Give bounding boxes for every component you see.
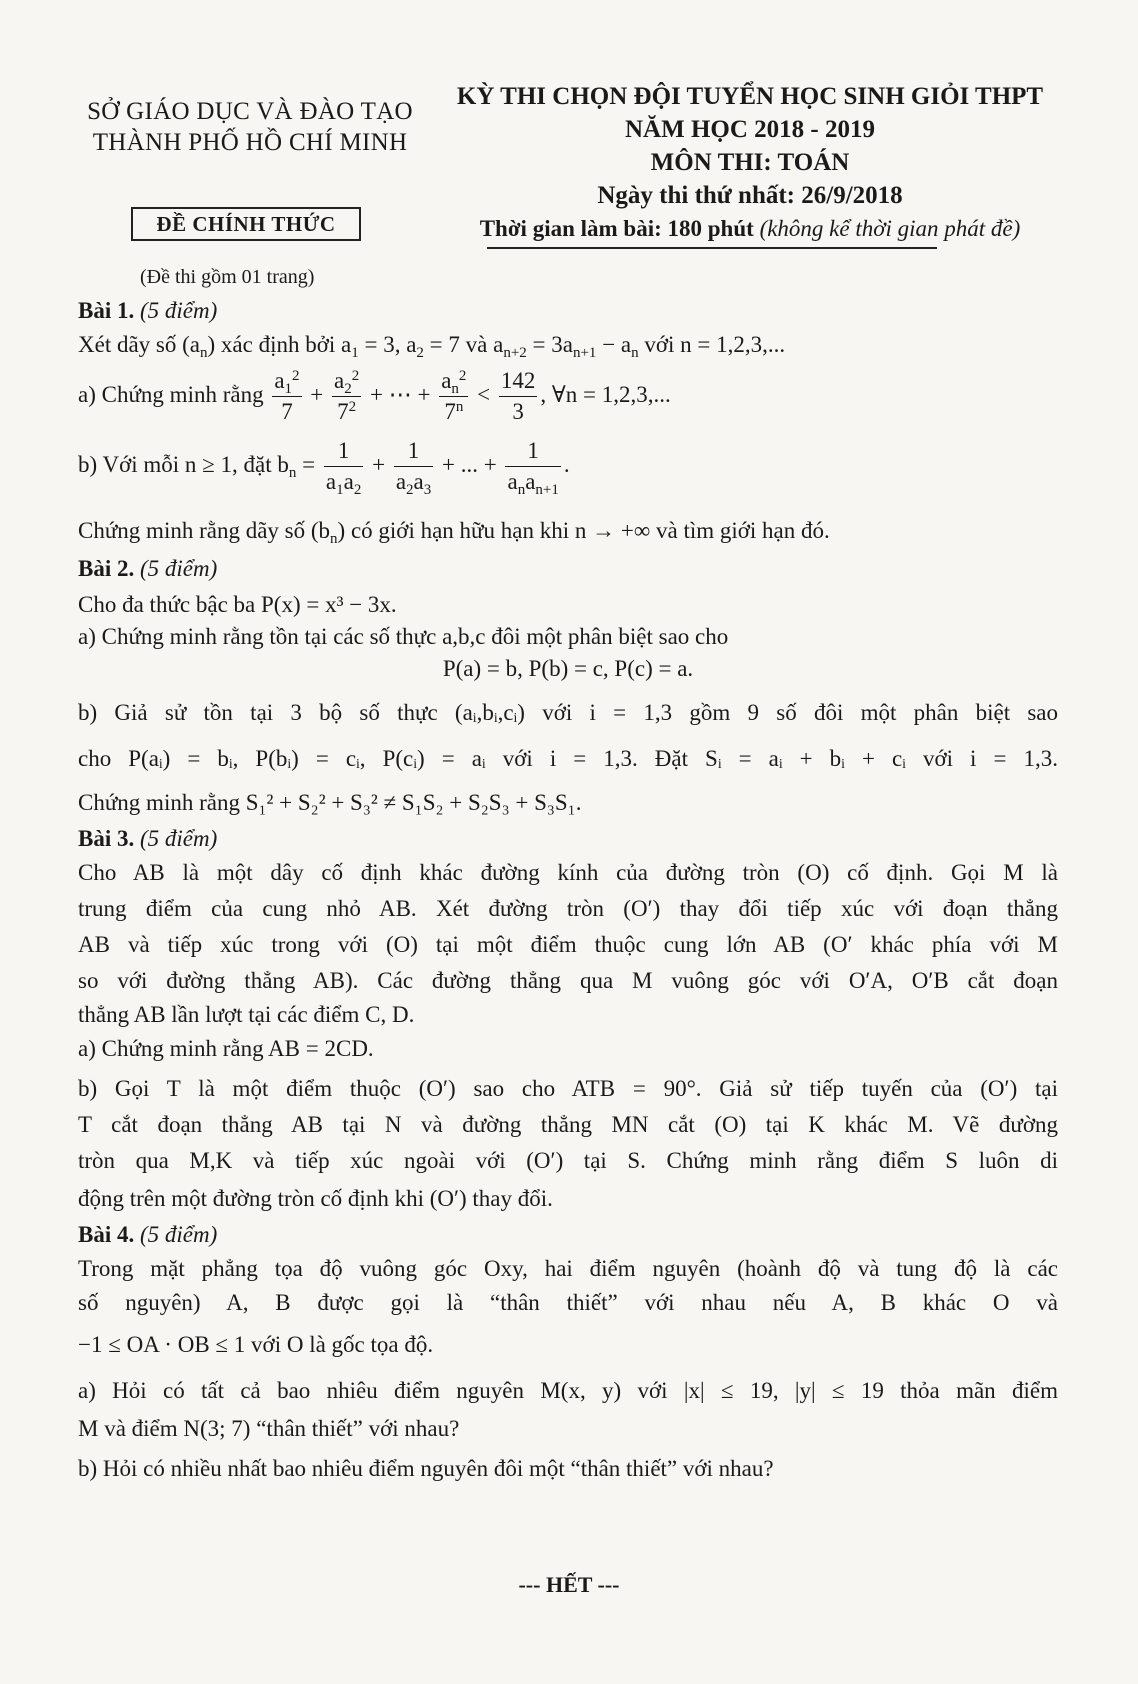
problem-3-title: Bài 3. bbox=[78, 826, 135, 851]
problem-4-line-2: số nguyên) A, B được gọi là “thân thiết” với nhau nếu A, B khác O và bbox=[78, 1290, 1058, 1315]
problem-1a: a) Chứng minh rằng $\frac{a_1^2}{7}$ + $\frac{a_2^2}{7^2}$ + ⋯ + $\frac{a_n^2}{7^n}$ < $\frac{142}{3}$ , ∀n = 1,2,3,... bbox=[78, 366, 671, 427]
problem-4-heading bbox=[78, 1222, 217, 1248]
problem-3-points: (5 điểm) bbox=[139, 826, 218, 851]
problem-4a-line-2: M và điểm N(3; 7) “thân thiết” với nhau? bbox=[78, 1416, 460, 1441]
problem-1b: b) Với mỗi n ≥ 1, đặt $b_n$ = $\frac{1}{a_1a_2}$ + $\frac{1}{a_2a_3}$ + ... + $\frac{1}{a_na_{n+1}}$ . bbox=[78, 438, 570, 498]
problem-1-intro: Xét dãy số $(a_n)$ xác định bởi $a_1 = 3$, $a_2 = 7$ và $a_{n+2} = 3a_{n+1} - a_n$ với n = 1,2,3,... bbox=[78, 332, 786, 361]
fraction: $\frac{1}{a_2a_3}$ bbox=[395, 438, 432, 498]
problem-4a-line-1: a) Hỏi có tất cả bao nhiêu điểm nguyên M(x, y) với |x| ≤ 19, |y| ≤ 19 thỏa mãn điểm bbox=[78, 1378, 1058, 1403]
official-exam-badge: ĐỀ CHÍNH THỨC bbox=[131, 207, 361, 241]
text: Xét dãy số (a bbox=[78, 332, 200, 357]
text: với n = 1,2,3,... bbox=[638, 332, 786, 357]
exam-duration bbox=[430, 212, 1070, 245]
org-line-2: THÀNH PHỐ HỒ CHÍ MINH bbox=[92, 129, 408, 156]
text: b) Với mỗi n ≥ 1, đặt b bbox=[78, 451, 289, 477]
problem-2a: a) Chứng minh rằng tồn tại các số thực a,b,c đôi một phân biệt sao cho bbox=[78, 624, 729, 649]
problem-2-intro: Cho đa thức bậc ba P(x) = x³ − 3x. bbox=[78, 592, 397, 617]
text: a) Chứng minh rằng bbox=[78, 381, 264, 407]
problem-1-points: (5 điểm) bbox=[139, 298, 218, 323]
text: = 3, a bbox=[358, 332, 417, 357]
problem-4b: b) Hỏi có nhiều nhất bao nhiêu điểm nguyên đôi một “thân thiết” với nhau? bbox=[78, 1456, 774, 1481]
text: = bbox=[296, 451, 316, 477]
exam-date: Ngày thi thứ nhất: 26/9/2018 bbox=[597, 182, 903, 209]
problem-3a: a) Chứng minh rằng AB = 2CD. bbox=[78, 1036, 374, 1061]
problem-3-line-4: so với đường thẳng AB). Các đường thẳng qua M vuông góc với O′A, O′B cắt đoạn bbox=[78, 968, 1058, 993]
problem-4-line-1: Trong mặt phẳng tọa độ vuông góc Oxy, hai điểm nguyên (hoành độ và tung độ là các bbox=[78, 1256, 1058, 1281]
exam-header bbox=[430, 80, 1070, 245]
problem-3-line-2: trung điểm của cung nhỏ AB. Xét đường tròn (O′) thay đổi tiếp xúc với đoạn thẳng bbox=[78, 896, 1058, 921]
end-marker: --- HẾT --- bbox=[518, 1572, 620, 1597]
duration-note: (không kể thời gian phát đề) bbox=[759, 216, 1021, 241]
text: − a bbox=[596, 332, 632, 357]
problem-3b-line-3: tròn qua M,K và tiếp xúc ngoài với (O′) tại S. Chứng minh rằng điểm S luôn di bbox=[78, 1148, 1058, 1173]
problem-1-conclusion: Chứng minh rằng dãy số $(b_n)$ có giới hạn hữu hạn khi n → +∞ và tìm giới hạn đó. bbox=[78, 518, 830, 547]
fraction: $\frac{1}{a_1a_2}$ bbox=[325, 438, 362, 498]
problem-4-line-3: −1 ≤ OA · OB ≤ 1 với O là gốc tọa độ. bbox=[78, 1332, 434, 1357]
problem-2b-line-2: cho P(aᵢ) = bᵢ, P(bᵢ) = cᵢ, P(cᵢ) = aᵢ với i = 1,3. Đặt Sᵢ = aᵢ + bᵢ + cᵢ với i = 1,3. bbox=[78, 746, 1058, 771]
problem-2a-equation: P(a) = b, P(b) = c, P(c) = a. bbox=[442, 656, 694, 681]
text: , ∀n = 1,2,3,... bbox=[540, 381, 671, 407]
problem-2-points: (5 điểm) bbox=[139, 556, 218, 581]
problem-1-heading bbox=[78, 298, 217, 324]
problem-3-line-3: AB và tiếp xúc trong với (O) tại một điểm thuộc cung lớn AB (O′ khác phía với M bbox=[78, 932, 1058, 957]
text: ) xác định bởi a bbox=[207, 332, 352, 357]
org-line-1: SỞ GIÁO DỤC VÀ ĐÀO TẠO bbox=[87, 98, 413, 125]
problem-3-line-5: thẳng AB lần lượt tại các điểm C, D. bbox=[78, 1002, 415, 1027]
problem-2b-line-1: b) Giả sử tồn tại 3 bộ số thực (aᵢ,bᵢ,cᵢ) với i = 1,3 gồm 9 số đôi một phân biệt sao bbox=[78, 700, 1058, 725]
text: Chứng minh rằng dãy số (b bbox=[78, 518, 331, 543]
issuing-organization bbox=[70, 96, 430, 158]
fraction: $\frac{142}{3}$ bbox=[500, 368, 536, 424]
fraction: $\frac{a_n^2}{7^n}$ bbox=[441, 368, 467, 424]
fraction: $\frac{1}{a_na_{n+1}}$ bbox=[507, 438, 559, 498]
problem-3-line-1: Cho AB là một dây cố định khác đường kính của đường tròn (O) cố định. Gọi M là bbox=[78, 860, 1058, 885]
problem-2-heading bbox=[78, 556, 217, 582]
fraction: $\frac{a_1^2}{7}$ bbox=[274, 368, 300, 424]
text: ) có giới hạn hữu hạn khi n → +∞ và tìm giới hạn đó. bbox=[337, 518, 830, 543]
problem-2-title: Bài 2. bbox=[78, 556, 135, 581]
header-divider bbox=[487, 247, 937, 249]
fraction: $\frac{a_2^2}{7^2}$ bbox=[334, 368, 360, 424]
duration-text: Thời gian làm bài: 180 phút bbox=[479, 216, 754, 241]
problem-2b-line-3: Chứng minh rằng S₁² + S₂² + S₃² ≠ S₁S₂ + S₂S₃ + S₃S₁. bbox=[78, 790, 582, 815]
problem-4-title: Bài 4. bbox=[78, 1222, 135, 1247]
problem-3b-line-1: b) Gọi T là một điểm thuộc (O′) sao cho ATB = 90°. Giả sử tiếp tuyến của (O′) tại bbox=[78, 1076, 1058, 1101]
school-year: NĂM HỌC 2018 - 2019 bbox=[625, 116, 875, 143]
subject: MÔN THI: TOÁN bbox=[650, 149, 850, 176]
problem-3b-line-2: T cắt đoạn thẳng AB tại N và đường thẳng MN cắt (O) tại K khác M. Vẽ đường bbox=[78, 1112, 1058, 1137]
text: = 3a bbox=[526, 332, 573, 357]
problem-3-heading bbox=[78, 826, 217, 852]
problem-3b-line-4: động trên một đường tròn cố định khi (O′) thay đổi. bbox=[78, 1186, 553, 1211]
text: = 7 và a bbox=[423, 332, 504, 357]
problem-1-title: Bài 1. bbox=[78, 298, 135, 323]
problem-4-points: (5 điểm) bbox=[139, 1222, 218, 1247]
page-count-note: (Đề thi gồm 01 trang) bbox=[140, 266, 315, 288]
exam-title: KỲ THI CHỌN ĐỘI TUYỂN HỌC SINH GIỎI THPT bbox=[456, 83, 1044, 110]
